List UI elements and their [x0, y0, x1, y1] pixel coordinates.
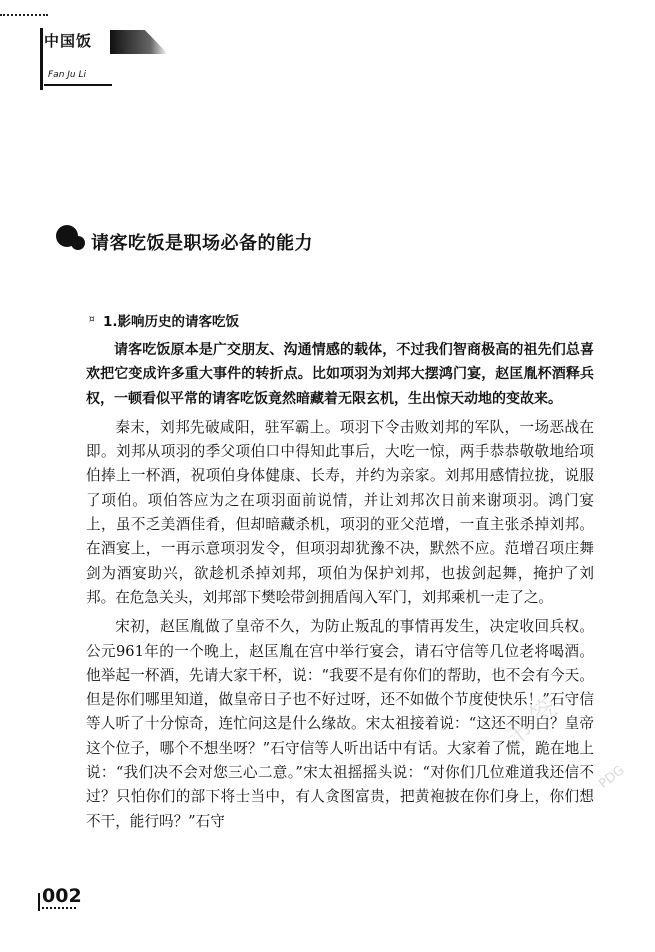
page-number-rule	[38, 907, 76, 909]
header-dotted-rule	[0, 14, 48, 16]
paragraph-song: 宋初，赵匡胤做了皇帝不久，为防止叛乱的事情再发生，决定收回兵权。公元961年的一个晚上，赵匡胤在宫中举行宴会，请石守信等几位老将喝酒。他举起一杯酒，先请大家干杯，说：“我要不是有你们的帮助，也不会有今天。但是你们哪里知道，做皇帝日子也不好过呀，还不如做个节度使快乐！”石守信等人听了十分惊奇，连忙问这是什么缘故。宋太祖接着说：“这还不明白？皇帝这个位子，哪个不想坐呀？”石守信等人听出话中有话。大家着了慌，跪在地上说：“我们决不会对您三心二意。”宋太祖摇摇头说：“对你们几位难道我还信不过？只怕你们的部下将士当中，有人贪图富贵，把黄袍披在你们身上，你们想不干，能行吗？”石守	[86, 618, 594, 830]
running-header-subtitle: Fan Ju Li	[48, 70, 86, 80]
running-header-title: 中国饭	[44, 32, 93, 50]
header-underline	[44, 84, 112, 86]
lead-paragraph: 请客吃饭原本是广交朋友、沟通情感的载体，不过我们智商极高的祖先们总喜欢把它变成许多重大事件的转折点。比如项羽为刘邦大摆鸿门宴，赵匡胤杯酒释兵权，一顿看似平常的请客吃饭竟然暗藏着无限玄机，生出惊天动地的变故来。	[86, 342, 594, 407]
section-title: 请客吃饭是职场必备的能力	[91, 233, 313, 254]
page-number: 002	[42, 885, 82, 907]
header-wedge-decoration	[110, 30, 168, 54]
paragraph-hongmen: 秦末，刘邦先破咸阳，驻军霸上。项羽下令击败刘邦的军队，一场恶战在即。刘邦从项羽的季父项伯口中得知此事后，大吃一惊，两手恭恭敬敬地给项伯捧上一杯酒，祝项伯身体健康、长寿，并约为亲家。刘邦用感情拉拢，说服了项伯。项伯答应为之在项羽面前说情，并让刘邦次日前来谢项羽。鸿门宴上，虽不乏美酒佳肴，但却暗藏杀机，项羽的亚父范增，一直主张杀掉刘邦。在酒宴上，一再示意项羽发令，但项羽却犹豫不决，默然不应。范增召项庄舞剑为酒宴助兴，欲趁机杀掉刘邦，项伯为保护刘邦，也拔剑起舞，掩护了刘邦。在危急关头，刘邦部下樊哙带剑拥盾闯入军门，刘邦乘机一走了之。	[86, 418, 594, 606]
watermark-stamp: 书签	[499, 688, 569, 752]
header-vertical-bar	[40, 28, 43, 90]
double-circle-bullet-icon	[56, 225, 86, 251]
subsection-title: 1.影响历史的请客吃饭	[103, 314, 240, 330]
subsection-marker-icon: ¤	[88, 312, 96, 326]
watermark-sub: PDG	[596, 762, 628, 793]
body-text	[86, 338, 594, 839]
